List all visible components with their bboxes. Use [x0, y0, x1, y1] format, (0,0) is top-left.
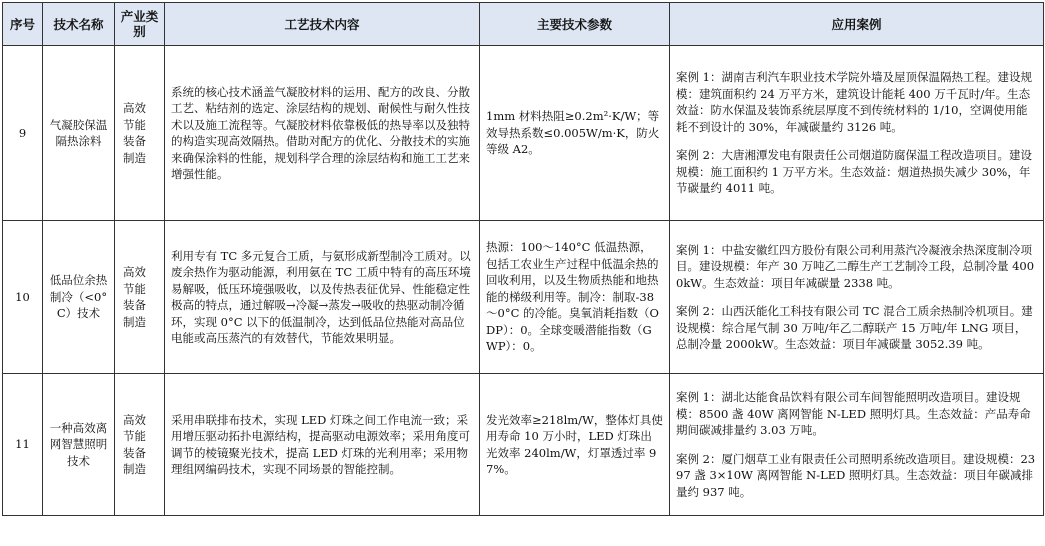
header-category: 产业类别	[115, 3, 165, 46]
technology-table	[2, 2, 1044, 516]
table-body	[3, 46, 1044, 516]
table-row	[3, 221, 1044, 374]
table-row	[3, 374, 1044, 516]
row-no: 11	[3, 374, 43, 516]
case-1-text: 案例 1：湖北达能食品饮料有限公司车间智能照明改造项目。建设规模：8500 盏 40W 离网智能 N-LED 照明灯具。生态效益：产品寿命期间碳减排量约 3.03 万吨。	[676, 390, 1031, 437]
row-no: 9	[3, 46, 43, 221]
row-tech-name: 低品位余热制冷（<0°C）技术	[43, 221, 115, 374]
case-gap	[676, 135, 1037, 147]
row-params: 热源：100～140°C 低温热源，包括工农业生产过程中低温余热的回收利用，以及生物质热能和地热能的梯级利用等。制冷：制取-38～0°C 的冷能。臭氧消耗指数（ODP）：0。全球变暖潜能指数（GWP）：0。	[480, 221, 670, 374]
row-category: 高效节能装备制造	[115, 221, 165, 374]
case-1-text: 案例 1：湖南吉利汽车职业技术学院外墙及屋顶保温隔热工程。建设规模：建筑面积约 24 万平方米，建筑设计能耗 400 万千瓦时/年。生态效益：防水保温及装饰系统层厚度不到传统材料的 1/10，空调使用能耗不到设计的 30%，年减碳量约 3126 吨。	[676, 70, 1032, 134]
header-row	[3, 3, 1044, 46]
case-2-text: 案例 2：大唐湘潭发电有限责任公司烟道防腐保温工程改造项目。建设规模：施工面积约 1 万平方米。生态效益：烟道热损失减少 30%，年节碳量约 4011 吨。	[676, 148, 1032, 196]
table-row	[3, 46, 1044, 221]
row-cases	[670, 46, 1044, 221]
row-category: 高效节能装备制造	[115, 374, 165, 516]
row-cases	[670, 221, 1044, 374]
header-no: 序号	[3, 3, 43, 46]
row-no: 10	[3, 221, 43, 374]
header-cases: 应用案例	[670, 3, 1044, 46]
row-process: 采用串联排布技术，实现 LED 灯珠之间工作电流一致；采用增压驱动拓扑电源结构，提高驱动电源效率；采用角度可调节的棱镜聚光技术，提高 LED 灯珠的光利用率；采用物理组网编码技术，实现不同场景的智能控制。	[165, 374, 480, 516]
row-category: 高效节能装备制造	[115, 46, 165, 221]
table-header	[3, 3, 1044, 46]
row-params: 1mm 材料热阻≥0.2m²·K/W；等效导热系数≤0.005W/m·K，防火等级 A2。	[480, 46, 670, 221]
row-process: 系统的核心技术涵盖气凝胶材料的运用、配方的改良、分散工艺、粘结剂的选定、涂层结构的规划、耐候性与耐久性技术以及施工流程等。气凝胶材料依靠极低的热导率以及独特的构造实现高效隔热。借助对配方的优化、分散技术的实施来确保涂料的性能，规划科学合理的涂层结构和施工工艺来增强性能。	[165, 46, 480, 221]
row-tech-name: 一种高效离网智慧照明技术	[43, 374, 115, 516]
row-params: 发光效率≥218lm/W，整体灯具使用寿命 10 万小时，LED 灯珠出光效率 240lm/W，灯罩透过率 97%。	[480, 374, 670, 516]
case-2-text: 案例 2：山西沃能化工科技有限公司 TC 混合工质余热制冷机项目。建设规模：综合尾气制 30 万吨/年乙二醇联产 15 万吨/年 LNG 项目，总制冷量 2000kW。生态效益：项目年减碳量 3052.39 吨。	[676, 304, 1033, 351]
header-params: 主要技术参数	[480, 3, 670, 46]
case-2-text: 案例 2：厦门烟草工业有限责任公司照明系统改造项目。建设规模：2397 盏 3×10W 离网智能 N-LED 照明灯具。生态效益：项目年碳减排量约 937 吨。	[676, 451, 1036, 499]
row-cases	[670, 374, 1044, 516]
case-gap	[676, 439, 1037, 451]
row-tech-name: 气凝胶保温隔热涂料	[43, 46, 115, 221]
header-process: 工艺技术内容	[165, 3, 480, 46]
case-gap	[676, 291, 1037, 303]
case-1-text: 案例 1：中盐安徽红四方股份有限公司利用蒸汽冷凝液余热深度制冷项目。建设规模：年产 30 万吨乙二醇生产工艺制冷工段，总制冷量 4000kW。生态效益：项目年减碳量 2338 吨。	[676, 242, 1035, 290]
row-process: 利用专有 TC 多元复合工质，与氨形成新型制冷工质对。以废余热作为驱动能源，利用氨在 TC 工质中特有的高压环境易解吸，低压环境强吸收，以及传热表征优异、性能稳定性极高的特点，通过解吸→冷凝→蒸发→吸收的热驱动制冷循环，实现 0°C 以下的低温制冷，达到低品位热能对高品位电能或高压蒸汽的有效替代，节能效果明显。	[165, 221, 480, 374]
header-name: 技术名称	[43, 3, 115, 46]
